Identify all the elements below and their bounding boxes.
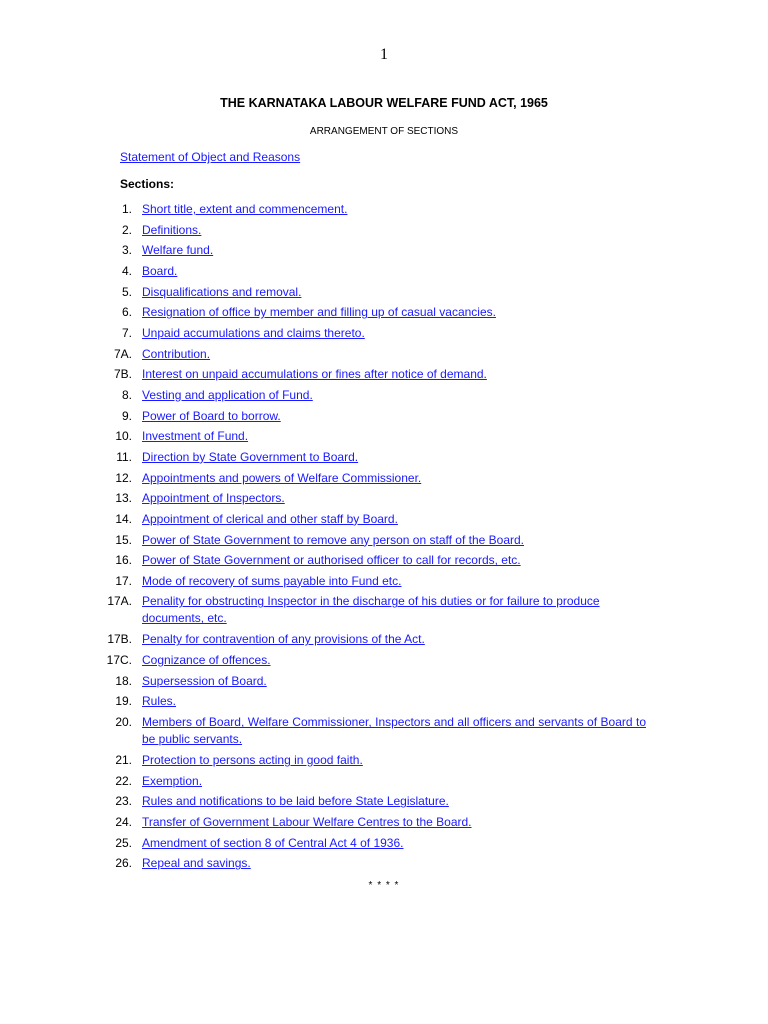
section-link[interactable]: Unpaid accumulations and claims thereto. (142, 325, 365, 340)
section-link[interactable]: Short title, extent and commencement. (142, 202, 348, 216)
section-row (0, 629, 768, 650)
section-number: 11. (116, 449, 132, 464)
section-row (0, 323, 768, 344)
section-row (0, 853, 768, 874)
section-link[interactable]: Members of Board, Welfare Commissioner, Inspectors and all officers and servants of Board to be public servants. (142, 715, 646, 747)
section-link[interactable]: Exemption. (142, 773, 203, 788)
section-row (0, 468, 768, 489)
section-row (0, 488, 768, 509)
section-row (0, 261, 768, 282)
document-title: THE KARNATAKA LABOUR WELFARE FUND ACT, 1965 (220, 96, 548, 110)
section-link[interactable]: Vesting and application of Fund. (142, 387, 313, 402)
section-number: 19. (115, 694, 132, 709)
section-row (0, 406, 768, 427)
section-row (0, 791, 768, 812)
section-number: 15. (115, 532, 132, 547)
section-number: 22. (115, 773, 132, 788)
section-link[interactable]: Investment of Fund. (142, 429, 249, 444)
section-link[interactable]: Appointment of Inspectors. (142, 491, 285, 506)
page-number: 1 (380, 46, 388, 63)
section-row (0, 220, 768, 241)
section-link[interactable]: Disqualifications and removal. (142, 284, 302, 299)
section-link[interactable]: Appointments and powers of Welfare Commissioner. (142, 470, 422, 485)
section-row (0, 833, 768, 854)
section-link[interactable]: Protection to persons acting in good faith. (142, 753, 363, 768)
section-row (0, 550, 768, 571)
sections-list (0, 199, 768, 874)
section-number: 23. (115, 794, 132, 809)
section-row (0, 691, 768, 712)
section-number: 14. (115, 511, 132, 526)
section-number: 21. (115, 753, 132, 768)
section-number: 26. (115, 856, 132, 871)
section-number: 18. (115, 673, 132, 688)
section-number: 9. (121, 408, 132, 423)
section-link[interactable]: Power of Board to borrow. (142, 408, 281, 423)
section-row (0, 650, 768, 671)
sections-heading: Sections: (120, 177, 175, 191)
section-row (0, 364, 768, 385)
section-number: 12. (115, 470, 132, 485)
section-number: 20. (115, 715, 132, 730)
section-number: 7B. (113, 367, 132, 382)
section-number: 8. (121, 387, 132, 402)
section-number: 7A. (113, 346, 132, 361)
section-row (0, 571, 768, 592)
section-number: 17A. (107, 594, 132, 609)
section-number: 3. (121, 243, 132, 258)
section-link[interactable]: Welfare fund. (142, 243, 214, 258)
section-number: 1. (121, 202, 132, 216)
section-row (0, 509, 768, 530)
section-row (0, 302, 768, 323)
section-row (0, 344, 768, 365)
section-link[interactable]: Penalty for contravention of any provisions of the Act. (142, 632, 425, 647)
section-row (0, 426, 768, 447)
section-link[interactable]: Power of State Government to remove any person on staff of the Board. (142, 532, 524, 547)
section-number: 17B. (107, 632, 132, 647)
section-link[interactable]: Board. (142, 263, 178, 278)
section-link[interactable]: Interest on unpaid accumulations or fines after notice of demand. (142, 367, 487, 382)
section-link[interactable]: Resignation of office by member and filling up of casual vacancies. (142, 305, 496, 320)
section-number: 13. (115, 491, 132, 506)
section-number: 16. (115, 553, 132, 568)
section-row (0, 240, 768, 261)
section-number: 17C. (106, 653, 132, 668)
statement-of-objects-link[interactable]: Statement of Object and Reasons (120, 150, 301, 164)
section-row (0, 771, 768, 792)
section-link[interactable]: Power of State Government or authorised officer to call for records, etc. (142, 553, 521, 568)
section-row (0, 812, 768, 833)
section-number: 5. (121, 284, 132, 299)
section-link[interactable]: Repeal and savings. (142, 856, 251, 871)
section-row (0, 712, 768, 750)
section-number: 24. (115, 815, 132, 830)
section-link[interactable]: Amendment of section 8 of Central Act 4 of 1936. (142, 835, 404, 850)
section-number: 7. (121, 325, 132, 340)
section-link[interactable]: Mode of recovery of sums payable into Fund etc. (142, 573, 402, 588)
section-link[interactable]: Cognizance of offences. (142, 653, 271, 668)
section-link[interactable]: Appointment of clerical and other staff by Board. (142, 511, 398, 526)
section-number: 4. (121, 263, 132, 278)
section-number: 6. (121, 305, 132, 320)
document-subtitle: ARRANGEMENT OF SECTIONS (309, 126, 459, 137)
section-link[interactable]: Transfer of Government Labour Welfare Centres to the Board. (142, 815, 472, 830)
section-number: 2. (121, 222, 132, 237)
end-of-list-marker: * * * * (368, 880, 400, 891)
section-row (0, 282, 768, 303)
section-row (0, 447, 768, 468)
section-link[interactable]: Definitions. (142, 222, 202, 237)
section-number: 10. (115, 429, 132, 444)
section-row (0, 750, 768, 771)
section-link[interactable]: Rules and notifications to be laid before State Legislature. (142, 794, 449, 809)
section-link[interactable]: Direction by State Government to Board. (142, 449, 359, 464)
section-link[interactable]: Rules. (142, 694, 177, 709)
section-row (0, 671, 768, 692)
section-number: 17. (115, 573, 132, 588)
section-link[interactable]: Penality for obstructing Inspector in the discharge of his duties or for failure to produce documents, etc. (142, 594, 600, 626)
section-row (0, 385, 768, 406)
section-row (0, 530, 768, 551)
section-row (0, 591, 768, 629)
section-number: 25. (115, 835, 132, 850)
section-row (0, 199, 768, 220)
section-link[interactable]: Contribution. (142, 346, 211, 361)
section-link[interactable]: Supersession of Board. (142, 673, 267, 688)
